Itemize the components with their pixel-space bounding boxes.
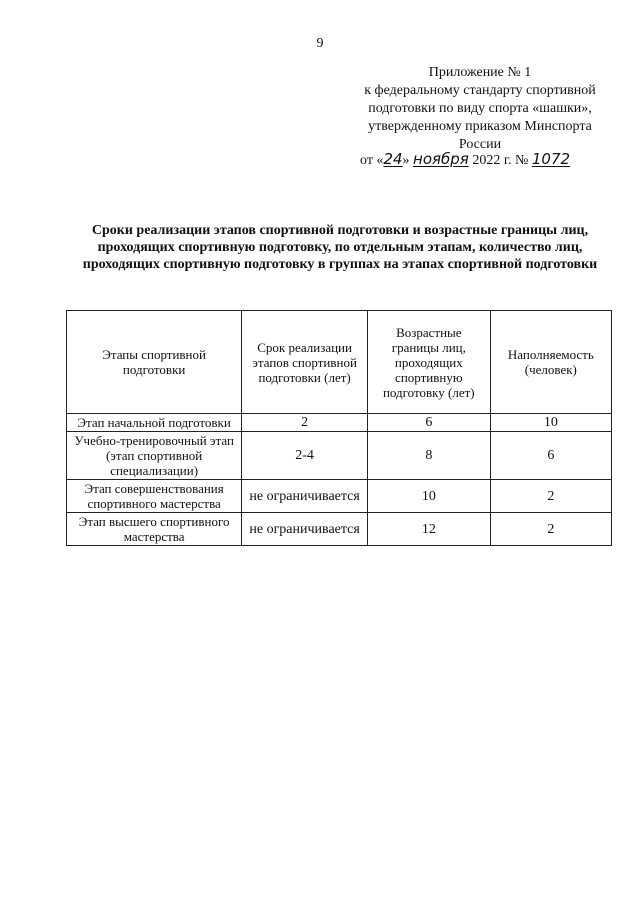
order-prefix: от «: [360, 153, 384, 168]
cell-group-size: 2: [490, 513, 611, 546]
cell-stage: Учебно-тренировочный этап (этап спортивной специализации): [67, 432, 242, 480]
appendix-line: подготовки по виду спорта «шашки»,: [368, 101, 592, 116]
cell-age: 12: [367, 513, 490, 546]
table-header-row: [67, 311, 612, 414]
header-group-size: Наполняемость (человек): [490, 311, 611, 414]
appendix-line: России: [458, 137, 502, 152]
order-year: 2022 г. №: [468, 153, 532, 168]
table-row: [67, 513, 612, 546]
cell-age: 6: [367, 414, 490, 432]
appendix-line: утвержденному приказом Минспорта: [368, 119, 592, 134]
appendix-line: Приложение № 1: [428, 65, 532, 80]
cell-duration: 2: [242, 414, 368, 432]
header-age-limits: Возрастные границы лиц, проходящих спортивную подготовку (лет): [367, 311, 490, 414]
table-row: [67, 414, 612, 432]
appendix-line: к федеральному стандарту спортивной: [364, 83, 596, 98]
order-number: 1072: [531, 150, 571, 168]
cell-group-size: 10: [490, 414, 611, 432]
table-row: [67, 432, 612, 480]
document-title: Сроки реализации этапов спортивной подготовки и возрастные границы лиц, проходящих спортивную подготовку, по отдельным этапам, количество лиц, проходящих спортивную подготовку в группах на этапах спортивной подготовки: [82, 223, 598, 272]
cell-stage: Этап совершенствования спортивного мастерства: [67, 480, 242, 513]
order-mid: »: [402, 153, 414, 168]
cell-age: 8: [367, 432, 490, 480]
cell-group-size: 6: [490, 432, 611, 480]
order-reference: [360, 150, 620, 169]
cell-stage: Этап высшего спортивного мастерства: [67, 513, 242, 546]
cell-duration: не ограничивается: [242, 513, 368, 546]
order-month: ноября: [413, 150, 469, 168]
page-number: 9: [316, 36, 324, 51]
order-day: 24: [383, 150, 403, 168]
cell-duration: 2-4: [242, 432, 368, 480]
cell-duration: не ограничивается: [242, 480, 368, 513]
stages-table: [66, 310, 612, 546]
header-duration: Срок реализации этапов спортивной подготовки (лет): [242, 311, 368, 414]
cell-stage: Этап начальной подготовки: [67, 414, 242, 432]
appendix-header: [340, 64, 620, 154]
cell-group-size: 2: [490, 480, 611, 513]
header-stage: Этапы спортивной подготовки: [67, 311, 242, 414]
cell-age: 10: [367, 480, 490, 513]
table-row: [67, 480, 612, 513]
